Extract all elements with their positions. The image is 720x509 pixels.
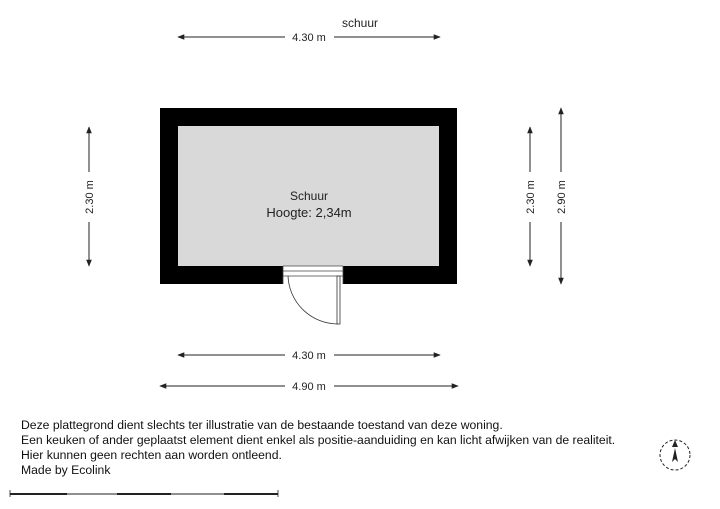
dimension-right-inner-height: [525, 127, 537, 266]
disclaimer-line: Hier kunnen geen rechten aan worden ontleend.: [21, 448, 282, 462]
disclaimer-line: Deze plattegrond dient slechts ter illustratie van de bestaande toestand van deze woning.: [21, 418, 503, 432]
disclaimer: [21, 418, 615, 478]
disclaimer-line: Een keuken of ander geplaatst element dient enkel als positie-aanduiding en kan licht afwijken van de realiteit.: [21, 433, 616, 447]
room-name: Schuur: [289, 189, 329, 203]
dimension-bottom-outer-width-label: 4.90 m: [292, 381, 326, 393]
plan-title: schuur: [341, 16, 379, 30]
dimension-bottom-inner-width: [178, 350, 440, 362]
dimension-left-height: [84, 127, 96, 266]
dimension-top-width: [178, 32, 440, 44]
dimension-right-outer-height-label: 2.90 m: [556, 180, 568, 214]
dimension-bottom-outer-width: [160, 381, 458, 393]
dimension-top-width-label: 4.30 m: [292, 32, 326, 44]
north-compass-icon: [660, 440, 690, 470]
dimension-right-inner-height-label: 2.30 m: [525, 180, 537, 214]
disclaimer-credit: Made by Ecolink: [21, 463, 111, 477]
dimension-right-outer-height: [556, 108, 568, 284]
door-opening: [283, 266, 343, 284]
door-leaf: [337, 276, 340, 324]
dimension-left-height-label: 2.30 m: [84, 180, 96, 214]
room-height: Hoogte: 2,34m: [266, 205, 352, 220]
dimension-bottom-inner-width-label: 4.30 m: [292, 350, 326, 362]
scale-bar: [10, 490, 278, 497]
